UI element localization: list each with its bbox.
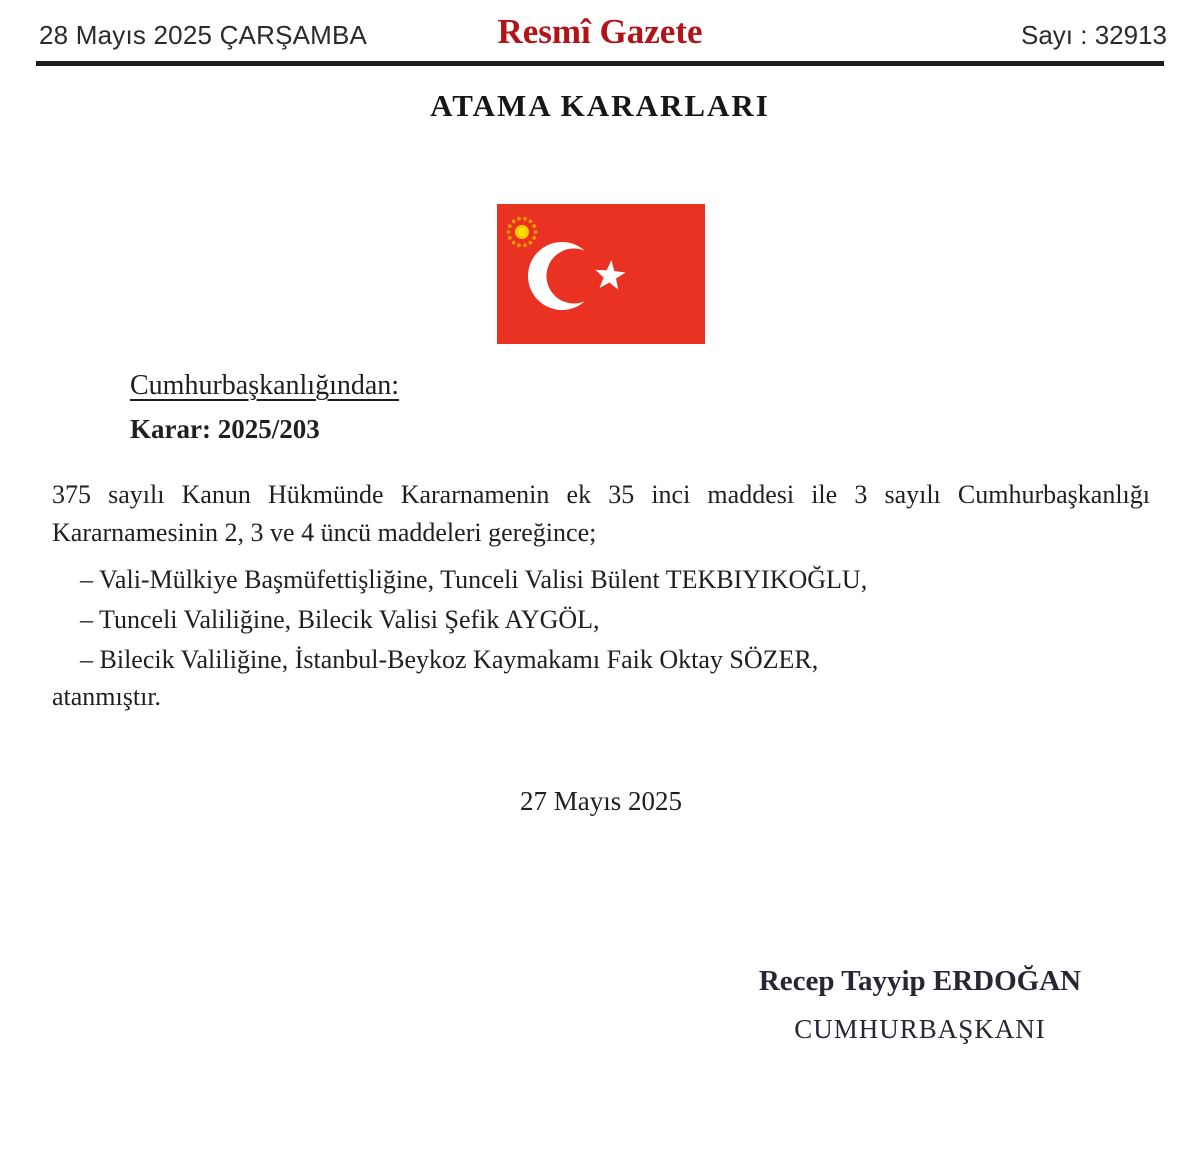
closing-text: atanmıştır. [52,682,162,711]
appointment-item: – Bilecik Valiliğine, İstanbul-Beykoz Kaymakamı Faik Oktay SÖZER, [80,645,819,674]
header-divider [36,61,1164,66]
masthead-title: Resmî Gazete [497,12,703,51]
appointments-list [80,560,1150,680]
header-date: 28 Mayıs 2025 ÇARŞAMBA [39,20,368,50]
page-title: ATAMA KARARLARI [430,88,770,123]
section-heading: Cumhurbaşkanlığından: [130,370,400,401]
turkish-flag-image [497,204,705,344]
header-issue-number: Sayı : 32913 [1021,20,1167,50]
intro-line: Kararnamesinin 2, 3 ve 4 üncü maddeleri gereğince; [52,518,597,547]
appointment-item: – Tunceli Valiliğine, Bilecik Valisi Şefik AYGÖL, [80,605,600,634]
appointment-item: – Vali-Mülkiye Başmüfettişliğine, Tunceli Valisi Bülent TEKBIYIKOĞLU, [80,565,868,594]
decision-number: Karar: 2025/203 [130,414,320,444]
signatory-title: CUMHURBAŞKANI [794,1014,1046,1044]
decision-date: 27 Mayıs 2025 [520,786,682,816]
intro-paragraph [52,476,1150,552]
signature-block [700,964,1140,1046]
turkish-flag-svg [497,204,705,344]
intro-line: 375 sayılı Kanun Hükmünde Kararnamenin ek 35 inci maddesi ile 3 sayılı Cumhurbaşkanlığı [52,480,1150,509]
signatory-name: Recep Tayyip ERDOĞAN [758,965,1082,997]
